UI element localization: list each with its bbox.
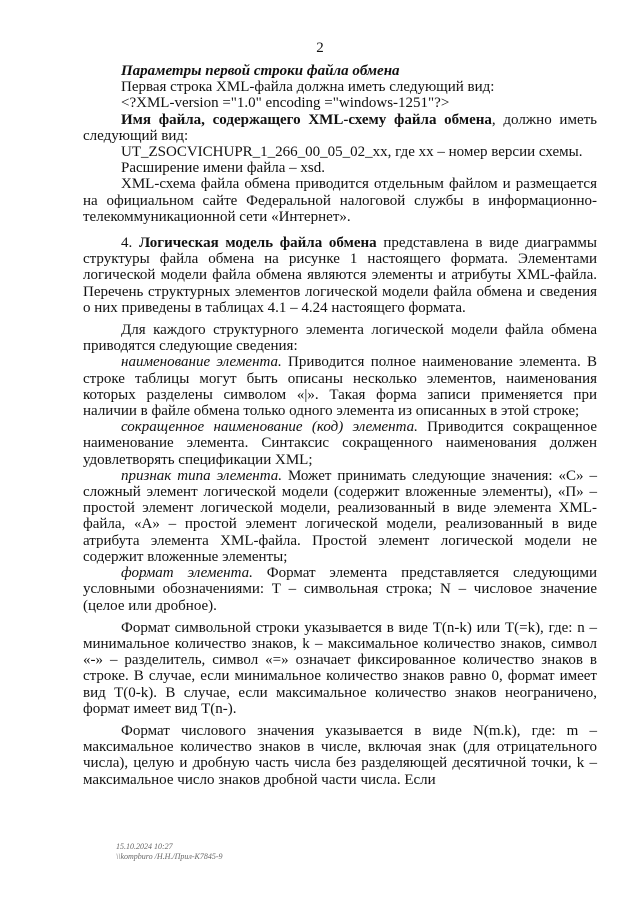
paragraph-schema-filename-intro (83, 112, 597, 144)
paragraph-element-code (83, 419, 597, 468)
print-timestamp: 15.10.2024 10:27 (116, 842, 173, 851)
paragraph-string-format: Формат символьной строки указывается в виде Т(n-k) или Т(=k), где: n – минимальное количество знаков, k – максимальное количество знаков, символ «-» – разделитель, символ «=» означает фиксированное количество знаков в строке. В случае, если минимальное количество знаков равно 0, формат имеет вид Т(0-k). В случае, если максимальное количество знаков неограничено, формат имеет вид Т(n-). (83, 619, 597, 717)
print-path: \\kompburo /Н.Н./Прил-К7845-9 (116, 852, 223, 861)
item-number: 4. (121, 235, 139, 252)
bold-term: Имя файла, содержащего XML-схему файла обмена (121, 111, 492, 128)
document-body (83, 63, 597, 788)
italic-term: формат элемента. (121, 565, 253, 582)
paragraph-xml-declaration: <?XML-version ="1.0" encoding ="windows-1251"?> (121, 95, 450, 112)
paragraph-element-name (83, 354, 597, 419)
paragraph-text: Приводится полное наименование элемента. В строке таблицы могут быть описаны несколько элементов, наименования которых разделены символом «|». Такая форма записи применяется при наличии в файле обмена только одного элемента из описанных в этой строке; (83, 354, 598, 420)
italic-term: признак типа элемента. (121, 467, 282, 484)
paragraph-text: Формат элемента представляется следующими условными обозначениями: Т – символьная строка; N – числовое значение (целое или дробное). (83, 565, 597, 614)
paragraph-text: , должно иметь следующий вид: (83, 111, 597, 144)
paragraph-first-line-intro: Первая строка XML-файла должна иметь следующий вид: (121, 79, 495, 96)
paragraph-text: Приводится сокращенное наименование элемента. Синтаксис сокращенного наименования должен удовлетворять спецификации XML; (83, 419, 597, 468)
italic-term: сокращенное наименование (код) элемента. (121, 419, 418, 436)
paragraph-element-type (83, 468, 597, 565)
section-heading (83, 63, 597, 79)
paragraph-schema-filename: UT_ZSOCVICHUPR_1_266_00_05_02_xx, где xx – номер версии схемы. (121, 144, 583, 161)
heading-text: Параметры первой строки файла обмена (121, 63, 400, 79)
paragraph-schema-publication: XML-схема файла обмена приводится отдельным файлом и размещается на официальном сайте Федеральной налоговой службы в информационно-телекоммуникационной сети «Интернет». (83, 176, 597, 225)
paragraph-text: представлена в виде диаграммы структуры файла обмена на рисунке 1 настоящего формата. Элементами логической модели файла обмена являются элементы и атрибуты XML-файла. Перечень структурных элементов логической модели файла обмена и сведения о них приведены в таблицах 4.1 – 4.24 настоящего формата. (83, 235, 597, 316)
paragraph-element-info-intro: Для каждого структурного элемента логической модели файла обмена приводятся следующие сведения: (83, 322, 597, 355)
paragraph-number-format: Формат числового значения указывается в виде N(m.k), где: m – максимальное количество знаков в числе, включая знак (для отрицательного числа), целую и дробную часть числа без разделяющей десятичной точки, k – максимальное число знаков дробной части числа. Если (83, 722, 597, 788)
italic-term: наименование элемента. (121, 354, 282, 371)
paragraph-logical-model (83, 235, 597, 316)
paragraph-extension: Расширение имени файла – xsd. (121, 160, 325, 177)
paragraph-element-format (83, 565, 597, 614)
paragraph-text: Может принимать следующие значения: «С» – сложный элемент логической модели (содержит вложенные элементы), «П» – простой элемент логической модели, реализованный в виде элемента XML-файла, «А» – простой элемент логической модели, реализованный в виде атрибута элемента XML-файла. Простой элемент логической модели не содержит вложенные элементы; (83, 467, 597, 565)
print-stamp (116, 842, 223, 862)
bold-term: Логическая модель файла обмена (138, 235, 377, 252)
page-number: 2 (316, 40, 324, 56)
